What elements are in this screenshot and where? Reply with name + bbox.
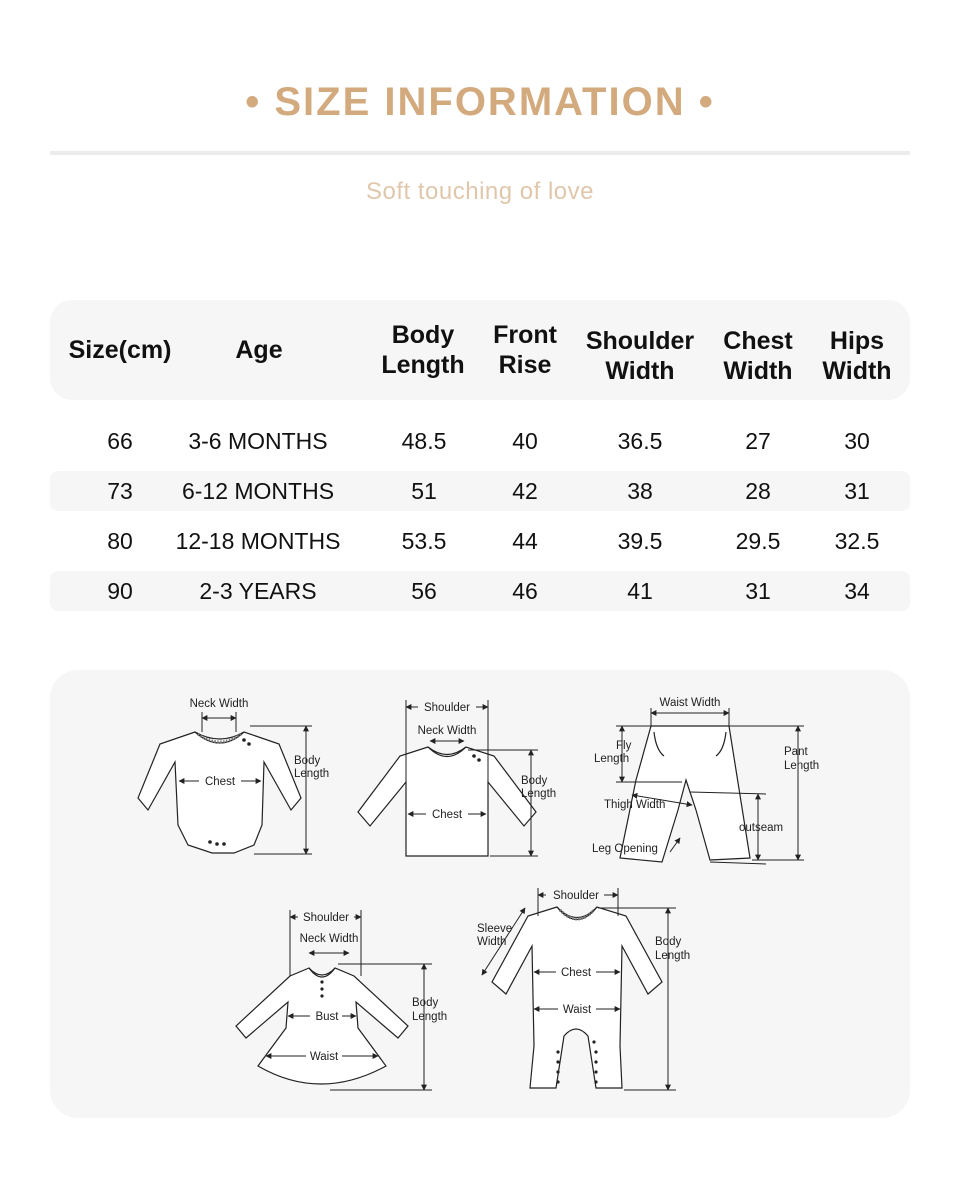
- body-length-cell: 53.5: [401, 527, 447, 554]
- top-neck-width-label: Neck Width: [417, 725, 477, 737]
- front-rise-cell: 44: [512, 527, 538, 554]
- top-body-length-label-1: Body: [521, 775, 548, 787]
- romper-sleeve-width-label-2: Width: [477, 936, 507, 948]
- column-header-hips-width: Hips Width: [822, 327, 892, 385]
- bodysuit-body-length-label-1: Body: [294, 755, 321, 767]
- page-subtitle: Soft touching of love: [366, 178, 594, 205]
- shoulder-width-cell: 39.5: [617, 527, 663, 554]
- shoulder-width-cell: 36.5: [617, 427, 663, 454]
- hips-width-cell: 32.5: [834, 527, 880, 554]
- dress-body-length-label-2: Length: [412, 1011, 448, 1023]
- romper-sleeve-width-label-1: Sleeve: [477, 923, 513, 935]
- column-header-size: Size(cm): [68, 336, 172, 364]
- chest-width-cell: 28: [745, 477, 771, 504]
- dress-bust-label: Bust: [315, 1011, 339, 1023]
- bodysuit-neck-width-label: Neck Width: [189, 698, 249, 710]
- table-row: [50, 571, 910, 611]
- title-divider: [50, 151, 910, 155]
- front-rise-cell: 42: [512, 477, 538, 504]
- column-header-chest-width: Chest Width: [723, 327, 793, 385]
- top-diagram: [358, 700, 556, 856]
- dress-neck-width-label: Neck Width: [299, 933, 359, 945]
- chest-width-cell: 27: [745, 427, 771, 454]
- romper-body-length-label-1: Body: [655, 936, 682, 948]
- pants-thigh-width-label: Thigh Width: [604, 799, 666, 811]
- bodysuit-body-length-label-2: Length: [294, 768, 330, 780]
- size-cell: 73: [107, 477, 133, 504]
- front-rise-cell: 46: [512, 577, 538, 604]
- pants-pant-length-label-1: Pant: [784, 746, 808, 758]
- body-length-cell: 51: [411, 477, 437, 504]
- pants-leg-opening-label: Leg Opening: [592, 843, 658, 855]
- top-body-length-label-2: Length: [521, 788, 557, 800]
- column-header-age: Age: [235, 336, 283, 364]
- chest-width-cell: 31: [745, 577, 771, 604]
- measurement-diagrams: [50, 670, 910, 1118]
- hips-width-cell: 31: [844, 477, 870, 504]
- size-table-header: [50, 300, 910, 400]
- table-row: [50, 521, 910, 561]
- measurement-diagrams-panel: [50, 670, 910, 1118]
- romper-shoulder-label: Shoulder: [552, 890, 600, 902]
- pants-waist-width-label: Waist Width: [659, 697, 721, 709]
- hips-width-cell: 34: [844, 577, 870, 604]
- column-header-body-length: Body Length: [381, 321, 465, 379]
- size-cell: 90: [107, 577, 133, 604]
- hips-width-cell: 30: [844, 427, 870, 454]
- body-length-cell: 48.5: [401, 427, 447, 454]
- front-rise-cell: 40: [512, 427, 538, 454]
- romper-outline: [492, 907, 662, 1088]
- column-header-front-rise: Front Rise: [493, 321, 557, 379]
- age-cell: 2-3 YEARS: [199, 577, 317, 604]
- dress-shoulder-label: Shoulder: [302, 912, 350, 924]
- romper-body-length-label-2: Length: [655, 950, 691, 962]
- pants-outline: [620, 726, 750, 862]
- romper-diagram: [477, 888, 690, 1090]
- page-title: • SIZE INFORMATION •: [245, 80, 715, 124]
- dress-body-length-label-1: Body: [412, 997, 439, 1009]
- pants-fly-length-label-1: Fly: [616, 740, 632, 752]
- romper-waist-label: Waist: [562, 1004, 592, 1016]
- romper-chest-label: Chest: [560, 967, 592, 979]
- bodysuit-chest-label: Chest: [204, 776, 236, 788]
- bodysuit-outline: [138, 732, 301, 853]
- age-cell: 6-12 MONTHS: [181, 477, 335, 504]
- size-cell: 66: [107, 427, 133, 454]
- top-shoulder-label: Shoulder: [423, 702, 471, 714]
- pants-pant-length-label-2: Length: [784, 760, 820, 772]
- pants-fly-length-label-2: Length: [594, 753, 630, 765]
- dress-outline: [236, 968, 408, 1084]
- age-cell: 3-6 MONTHS: [188, 427, 328, 454]
- column-header-shoulder-width: Shoulder Width: [585, 327, 695, 385]
- shoulder-width-cell: 41: [627, 577, 653, 604]
- chest-width-cell: 29.5: [735, 527, 781, 554]
- shoulder-width-cell: 38: [627, 477, 653, 504]
- dress-diagram: [236, 910, 447, 1090]
- body-length-cell: 56: [411, 577, 437, 604]
- table-row: [50, 471, 910, 511]
- table-row: [50, 421, 910, 461]
- top-chest-label: Chest: [431, 809, 463, 821]
- top-outline: [358, 747, 536, 856]
- bodysuit-diagram: [138, 698, 329, 854]
- pants-outseam-label: outseam: [739, 822, 784, 834]
- size-cell: 80: [107, 527, 133, 554]
- dress-waist-label: Waist: [309, 1051, 339, 1063]
- age-cell: 12-18 MONTHS: [175, 527, 341, 554]
- pants-diagram: [592, 697, 819, 864]
